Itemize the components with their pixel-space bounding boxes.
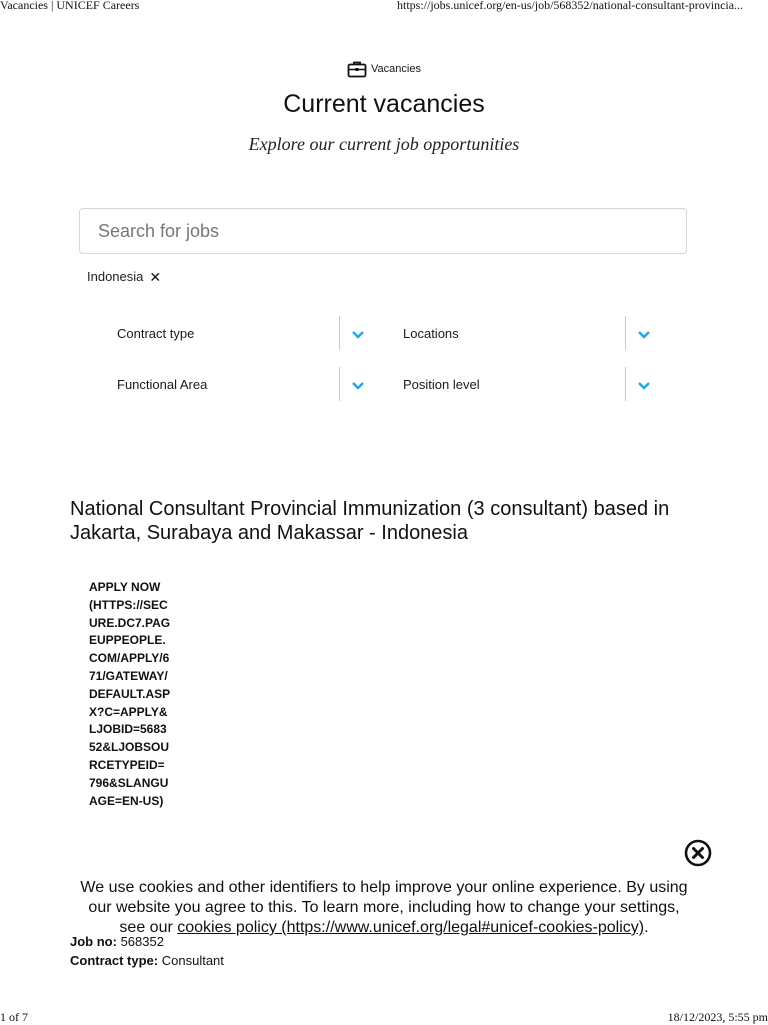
active-filter-label: Indonesia (87, 269, 144, 284)
cookie-banner-text (74, 878, 694, 938)
job-title: National Consultant Provincial Immunization (3 consultant) based in Jakarta, Surabaya and Makassar - Indonesia (70, 498, 670, 544)
contract-type-value: Consultant (161, 953, 224, 968)
contract-type-label: Contract type: (70, 953, 159, 968)
search-input[interactable] (80, 209, 686, 253)
print-page-title: Vacancies | UNICEF Careers (0, 0, 140, 12)
cookie-text-before: We use cookies and other identifiers to help improve your online experience. By using our website you agree to this. To learn more, including how to change your settings, see our (80, 879, 688, 936)
active-filter-chip (87, 269, 161, 284)
filter-position-level[interactable] (403, 367, 653, 401)
close-circle-icon[interactable] (684, 839, 712, 867)
job-number-value: 568352 (120, 934, 164, 949)
chevron-down-icon[interactable] (637, 327, 651, 345)
filter-locations[interactable] (403, 316, 653, 350)
filter-label: Position level (403, 376, 480, 392)
briefcase-icon (347, 60, 367, 78)
chevron-down-icon[interactable] (351, 327, 365, 345)
search-box (79, 208, 687, 254)
cookies-policy-link[interactable]: cookies policy (https://www.unicef.org/legal#unicef-cookies-policy) (177, 919, 645, 936)
filter-divider (339, 316, 340, 350)
cookie-text-after: . (644, 919, 649, 936)
filter-label: Locations (403, 325, 459, 341)
filter-contract-type[interactable] (117, 316, 367, 350)
page-subtitle: Explore our current job opportunities (248, 134, 520, 154)
filter-label: Contract type (117, 325, 195, 341)
page-title: Current vacancies (283, 90, 485, 118)
apply-now-link[interactable]: APPLY NOW (HTTPS://SECURE.DC7.PAGEUPPEOPLE.COM/APPLY/671/GATEWAY/DEFAULT.ASPX?C=APPLY&LJOBID=568352&LJOBSOURCETYPEID=796&SLANGUAGE=EN-US) (89, 580, 171, 808)
print-page-url: https://jobs.unicef.org/en-us/job/568352/national-consultant-provincia... (397, 0, 744, 12)
filter-divider (625, 316, 626, 350)
print-page-number: 1 of 7 (0, 1010, 28, 1024)
filter-divider (625, 367, 626, 401)
filter-divider (339, 367, 340, 401)
filter-functional-area[interactable] (117, 367, 367, 401)
eyebrow-label: Vacancies (371, 63, 421, 75)
vacancies-eyebrow (0, 60, 768, 78)
job-number-label: Job no: (70, 934, 117, 949)
close-icon[interactable]: ✕ (149, 268, 162, 285)
print-datetime: 18/12/2023, 5:55 pm (667, 1010, 768, 1024)
contract-type-row (70, 951, 224, 970)
chevron-down-icon[interactable] (637, 378, 651, 396)
filter-label: Functional Area (117, 376, 208, 392)
chevron-down-icon[interactable] (351, 378, 365, 396)
